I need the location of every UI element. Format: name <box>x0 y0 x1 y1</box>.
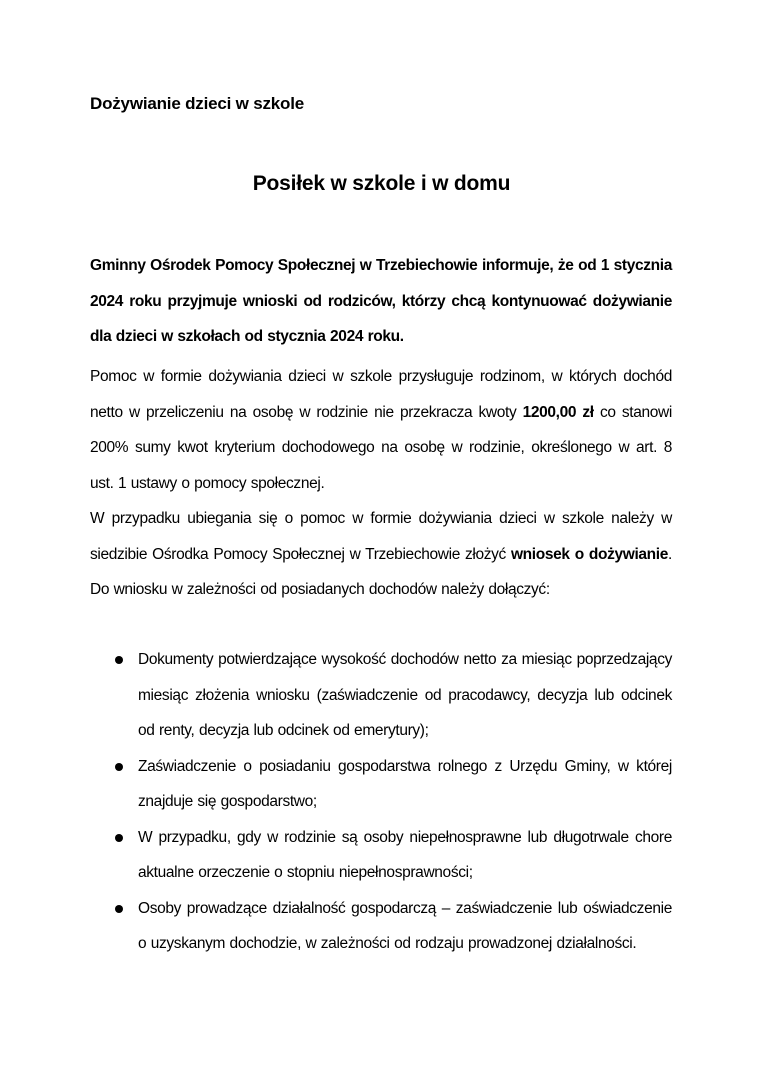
application-text-end: . Do wniosku w zależności od posiadanych dochodów należy dołączyć: <box>90 545 672 598</box>
list-item-text: W przypadku, gdy w rodzinie są osoby niepełnosprawne lub długotrwale chore aktualne orzeczenie o stopniu niepełnosprawności; <box>138 828 672 881</box>
list-item <box>90 642 672 749</box>
page-title: Posiłek w szkole i w domu <box>252 172 511 195</box>
application-text-start: W przypadku ubiegania się o pomoc w formie dożywiania dzieci w szkole należy w siedzibie Ośrodka Pomocy Społecznej w Trzebiechowie złożyć <box>90 510 672 563</box>
list-item <box>90 820 672 891</box>
list-item-text: Osoby prowadzące działalność gospodarczą – zaświadczenie lub oświadczenie o uzyskanym dochodzie, w zależności od rodzaju prowadzonej działalności. <box>138 899 672 952</box>
bullet-icon <box>115 656 123 664</box>
required-documents-list <box>90 642 672 962</box>
bullet-icon <box>115 834 123 842</box>
eligibility-text-start: Pomoc w formie dożywiania dzieci w szkole przysługuje rodzinom, w których dochód netto w przeliczeniu na osobę w rodzinie nie przekracza kwoty <box>90 368 672 421</box>
section-heading: Dożywianie dzieci w szkole <box>90 94 304 113</box>
eligibility-paragraph <box>90 359 672 501</box>
list-item-text: Dokumenty potwierdzające wysokość dochodów netto za miesiąc poprzedzający miesiąc złożenia wniosku (zaświadczenie od pracodawcy, decyzja lub odcinek od renty, decyzja lub odcinek od emerytury); <box>138 651 672 739</box>
bullet-icon <box>115 763 123 771</box>
list-item <box>90 891 672 962</box>
intro-paragraph: Gminny Ośrodek Pomocy Społecznej w Trzebiechowie informuje, że od 1 stycznia 2024 roku przyjmuje wnioski od rodziców, którzy chcą kontynuować dożywianie dla dzieci w szkołach od stycznia 2024 roku. <box>90 257 672 345</box>
list-item <box>90 749 672 820</box>
list-item-text: Zaświadczenie o posiadaniu gospodarstwa rolnego z Urzędu Gminy, w której znajduje się gospodarstwo; <box>138 757 672 810</box>
application-form-name: wniosek o dożywianie <box>510 545 669 563</box>
application-paragraph <box>90 501 672 608</box>
income-threshold-amount: 1200,00 zł <box>522 403 594 421</box>
eligibility-text-end: co stanowi 200% sumy kwot kryterium dochodowego na osobę w rodzinie, określonego w art. 8 ust. 1 ustawy o pomocy społecznej. <box>90 403 672 492</box>
bullet-icon <box>115 905 123 913</box>
